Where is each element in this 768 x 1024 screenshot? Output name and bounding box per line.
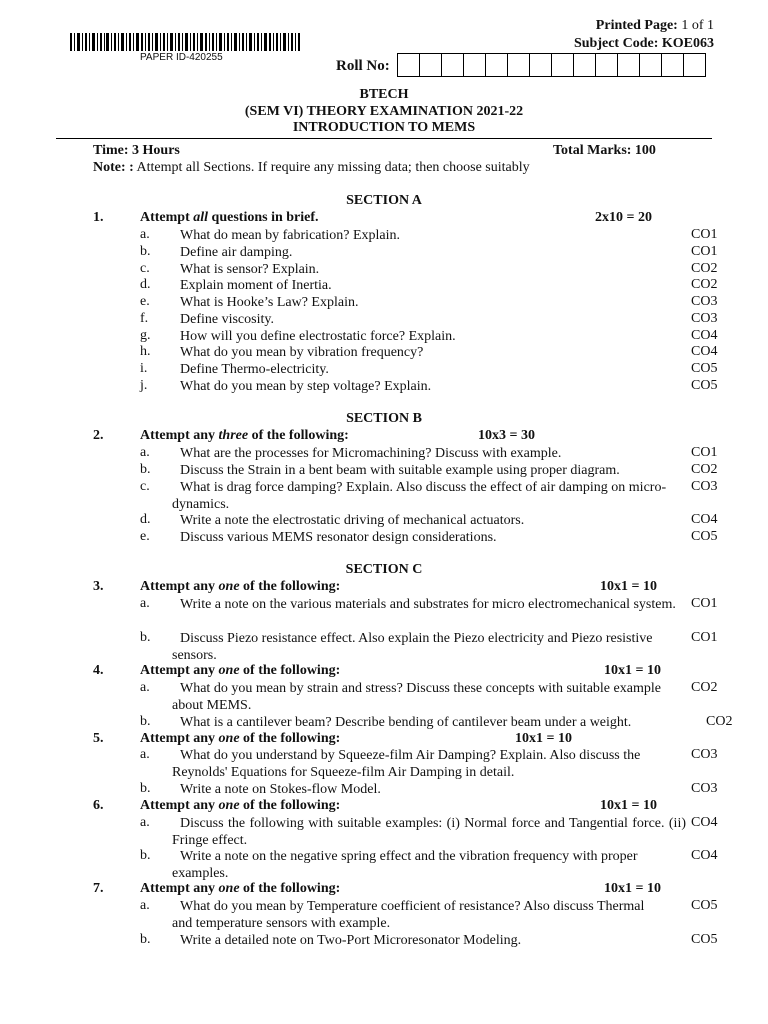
item-label: b. <box>140 714 151 729</box>
roll-no-boxes[interactable] <box>398 53 706 77</box>
question-instruction: Attempt any one of the following: <box>140 798 341 813</box>
course-outcome: CO5 <box>691 932 718 947</box>
item-label: g. <box>140 328 151 343</box>
course-outcome: CO3 <box>691 311 718 326</box>
item-text: Discuss Piezo resistance effect. Also explain the Piezo electricity and Piezo resistive sensors. <box>172 631 653 663</box>
course-outcome: CO3 <box>691 294 718 309</box>
subject-title: INTRODUCTION TO MEMS <box>292 120 476 135</box>
course-outcome: CO4 <box>691 815 718 830</box>
question-marks: 10x1 = 10 <box>515 731 572 746</box>
item-text: What is a cantilever beam? Describe bending of cantilever beam under a weight. <box>180 715 632 730</box>
item-text: Define Thermo-electricity. <box>180 362 329 377</box>
course-outcome: CO4 <box>691 328 718 343</box>
paper-id: PAPER ID-420255 <box>140 52 223 63</box>
item-label: i. <box>140 361 148 376</box>
item-text: Define air damping. <box>180 245 293 260</box>
item-text: Write a note on the various materials and substrates for micro electromechanical system. <box>180 597 676 612</box>
item-label: a. <box>140 596 150 611</box>
question-number: 1. <box>93 210 104 225</box>
item-label: f. <box>140 311 149 326</box>
item-text: What do mean by fabrication? Explain. <box>180 228 401 243</box>
item-label: b. <box>140 462 151 477</box>
question-number: 4. <box>93 663 104 678</box>
item-text: Discuss the following with suitable examples: (i) Normal force and Tangential force. (ii) Fringe effect. <box>172 816 686 848</box>
item-label: a. <box>140 227 150 242</box>
question-number: 7. <box>93 881 104 896</box>
item-label: b. <box>140 630 151 645</box>
course-outcome: CO5 <box>691 529 718 544</box>
item-label: c. <box>140 261 150 276</box>
item-text: Write a note on Stokes-flow Model. <box>180 782 381 797</box>
item-text: Write a detailed note on Two-Port Microresonator Modeling. <box>180 933 522 948</box>
item-label: b. <box>140 932 151 947</box>
item-text: What do you mean by vibration frequency? <box>180 345 424 360</box>
item-text: What is drag force damping? Explain. Also discuss the effect of air damping on micro-dynamics. <box>172 480 667 512</box>
question-marks: 2x10 = 20 <box>595 210 652 225</box>
question-instruction: Attempt any one of the following: <box>140 579 341 594</box>
subject-code: Subject Code: KOE063 <box>573 36 714 51</box>
item-label: a. <box>140 445 150 460</box>
item-label: h. <box>140 344 151 359</box>
item-text: Define viscosity. <box>180 312 274 327</box>
course-outcome: CO2 <box>691 462 718 477</box>
course-outcome: CO1 <box>691 596 718 611</box>
course-outcome: CO4 <box>691 848 718 863</box>
item-label: a. <box>140 815 150 830</box>
question-marks: 10x1 = 10 <box>600 579 657 594</box>
item-label: d. <box>140 512 151 527</box>
item-label: d. <box>140 277 151 292</box>
item-label: a. <box>140 747 150 762</box>
item-label: b. <box>140 781 151 796</box>
course-outcome: CO2 <box>691 680 718 695</box>
item-text: What is sensor? Explain. <box>180 262 320 277</box>
item-text: Explain moment of Inertia. <box>180 278 332 293</box>
course-outcome: CO5 <box>691 361 718 376</box>
question-marks: 10x1 = 10 <box>600 798 657 813</box>
question-number: 5. <box>93 731 104 746</box>
question-number: 2. <box>93 428 104 443</box>
note: Note: : Attempt all Sections. If require any missing data; then choose suitably <box>93 160 530 175</box>
item-text: What are the processes for Micromachining? Discuss with example. <box>180 446 562 461</box>
question-instruction: Attempt any three of the following: <box>140 428 349 443</box>
course-outcome: CO4 <box>691 512 718 527</box>
course-outcome: CO1 <box>691 630 718 645</box>
item-text: Write a note the electrostatic driving of mechanical actuators. <box>180 513 525 528</box>
question-instruction: Attempt any one of the following: <box>140 881 341 896</box>
exam-time: Time: 3 Hours <box>93 143 180 158</box>
item-label: a. <box>140 898 150 913</box>
item-label: e. <box>140 529 150 544</box>
question-instruction: Attempt all questions in brief. <box>140 210 319 225</box>
item-text: What do you mean by step voltage? Explain. <box>180 379 432 394</box>
question-marks: 10x1 = 10 <box>604 663 661 678</box>
course-outcome: CO2 <box>706 714 733 729</box>
question-number: 6. <box>93 798 104 813</box>
roll-no-label: Roll No: <box>336 58 390 74</box>
course-outcome: CO2 <box>691 277 718 292</box>
course-title: BTECH <box>359 87 409 102</box>
section-c-heading: SECTION C <box>345 562 423 577</box>
item-text: Write a note on the negative spring effect and the vibration frequency with proper examples. <box>172 849 638 881</box>
course-outcome: CO2 <box>691 261 718 276</box>
question-instruction: Attempt any one of the following: <box>140 731 341 746</box>
item-text: What do you understand by Squeeze-film Air Damping? Explain. Also discuss the Reynolds' Equations for Squeeze-film Air Damping in detail. <box>172 748 641 780</box>
printed-page: Printed Page: 1 of 1 <box>595 18 714 33</box>
course-outcome: CO4 <box>691 344 718 359</box>
exam-title: (SEM VI) THEORY EXAMINATION 2021-22 <box>244 104 524 119</box>
item-label: b. <box>140 848 151 863</box>
item-label: j. <box>140 378 148 393</box>
barcode <box>70 33 300 51</box>
header-divider <box>56 138 712 139</box>
course-outcome: CO5 <box>691 378 718 393</box>
item-text: Discuss various MEMS resonator design considerations. <box>180 530 497 545</box>
course-outcome: CO1 <box>691 244 718 259</box>
question-instruction: Attempt any one of the following: <box>140 663 341 678</box>
item-label: b. <box>140 244 151 259</box>
course-outcome: CO3 <box>691 747 718 762</box>
course-outcome: CO3 <box>691 479 718 494</box>
question-marks: 10x1 = 10 <box>604 881 661 896</box>
item-label: e. <box>140 294 150 309</box>
question-marks: 10x3 = 30 <box>478 428 535 443</box>
item-text: Discuss the Strain in a bent beam with suitable example using proper diagram. <box>180 463 620 478</box>
course-outcome: CO5 <box>691 898 718 913</box>
item-label: a. <box>140 680 150 695</box>
course-outcome: CO3 <box>691 781 718 796</box>
question-number: 3. <box>93 579 104 594</box>
course-outcome: CO1 <box>691 227 718 242</box>
item-text: What is Hooke’s Law? Explain. <box>180 295 359 310</box>
item-text: How will you define electrostatic force? Explain. <box>180 329 456 344</box>
section-a-heading: SECTION A <box>346 193 422 208</box>
item-text: What do you mean by Temperature coefficient of resistance? Also discuss Thermal and temperature sensors with example. <box>172 899 645 931</box>
course-outcome: CO1 <box>691 445 718 460</box>
section-b-heading: SECTION B <box>346 411 422 426</box>
total-marks: Total Marks: 100 <box>553 143 656 158</box>
item-label: c. <box>140 479 150 494</box>
item-text: What do you mean by strain and stress? Discuss these concepts with suitable example about MEMS. <box>172 681 661 713</box>
